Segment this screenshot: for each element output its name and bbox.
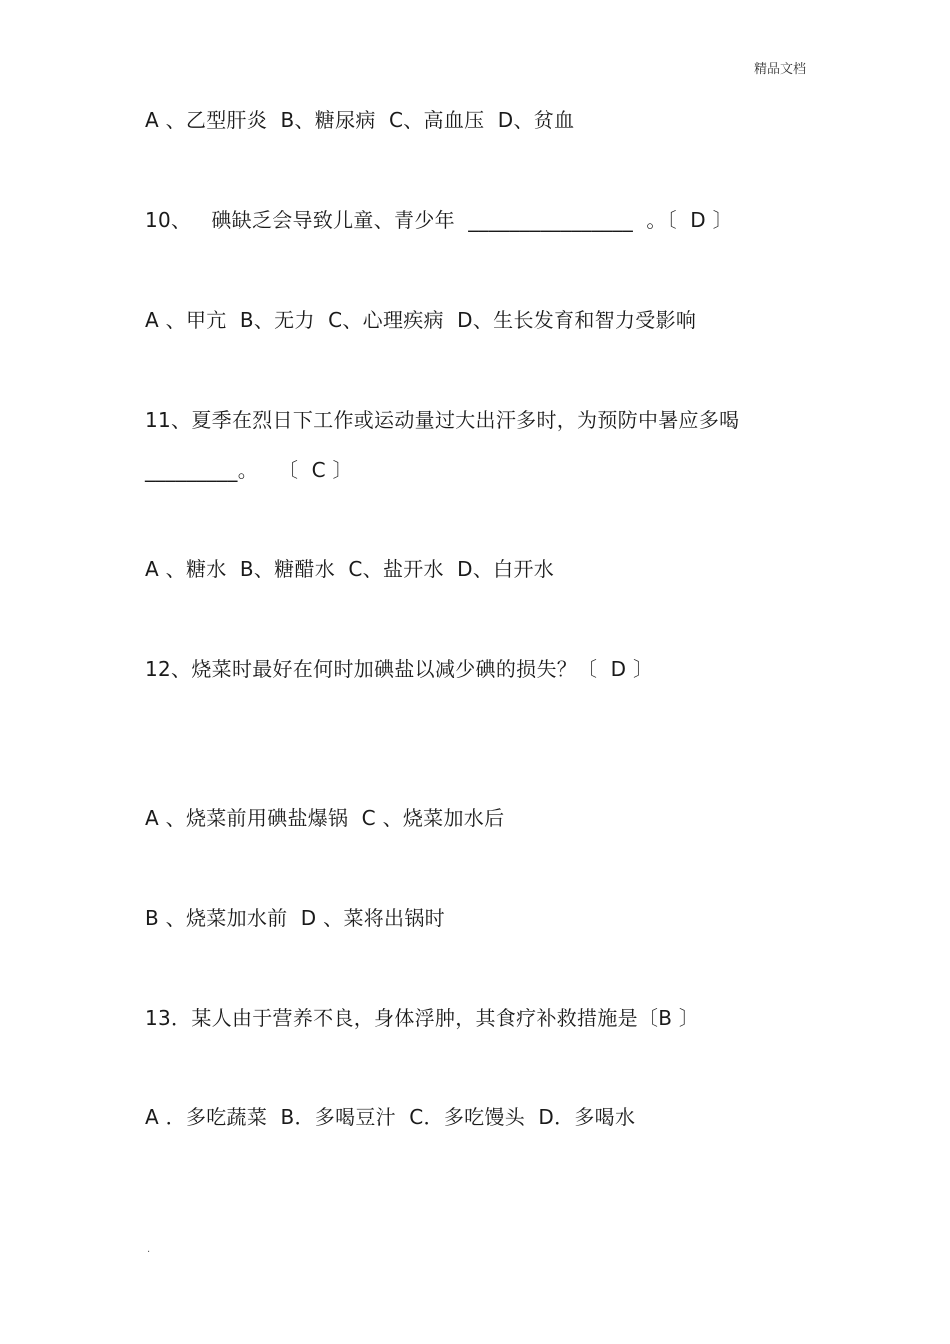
question-12: 12、烧菜时最好在何时加碘盐以减少碘的损失？〔 D 〕 <box>145 657 654 681</box>
question-11-blank: _________。 〔 C 〕 <box>145 458 353 482</box>
page-footer-mark: . <box>147 1244 151 1255</box>
answer-options-line: A ．多吃蔬菜 B．多喝豆汁 C．多吃馒头 D．多喝水 <box>145 1105 636 1129</box>
answer-options-line: A 、糖水 B、糖醋水 C、盐开水 D、白开水 <box>145 557 555 581</box>
answer-options-line: A 、甲亢 B、无力 C、心理疾病 D、生长发育和智力受影响 <box>145 308 697 332</box>
answer-options-line: A 、乙型肝炎 B、糖尿病 C、高血压 D、贫血 <box>145 108 575 132</box>
page-header-mark: 精品文档 <box>753 62 806 77</box>
answer-options-line: B 、烧菜加水前 D 、菜将出锅时 <box>145 906 445 930</box>
answer-options-line: A 、烧菜前用碘盐爆锅 C 、烧菜加水后 <box>145 806 505 830</box>
question-11: 11、夏季在烈日下工作或运动量过大出汗多时，为预防中暑应多喝 <box>145 408 740 432</box>
question-10: 10、 碘缺乏会导致儿童、青少年 ________________ 。〔 D 〕 <box>145 208 733 232</box>
question-13: 13．某人由于营养不良，身体浮肿，其食疗补救措施是〔B 〕 <box>145 1006 700 1030</box>
